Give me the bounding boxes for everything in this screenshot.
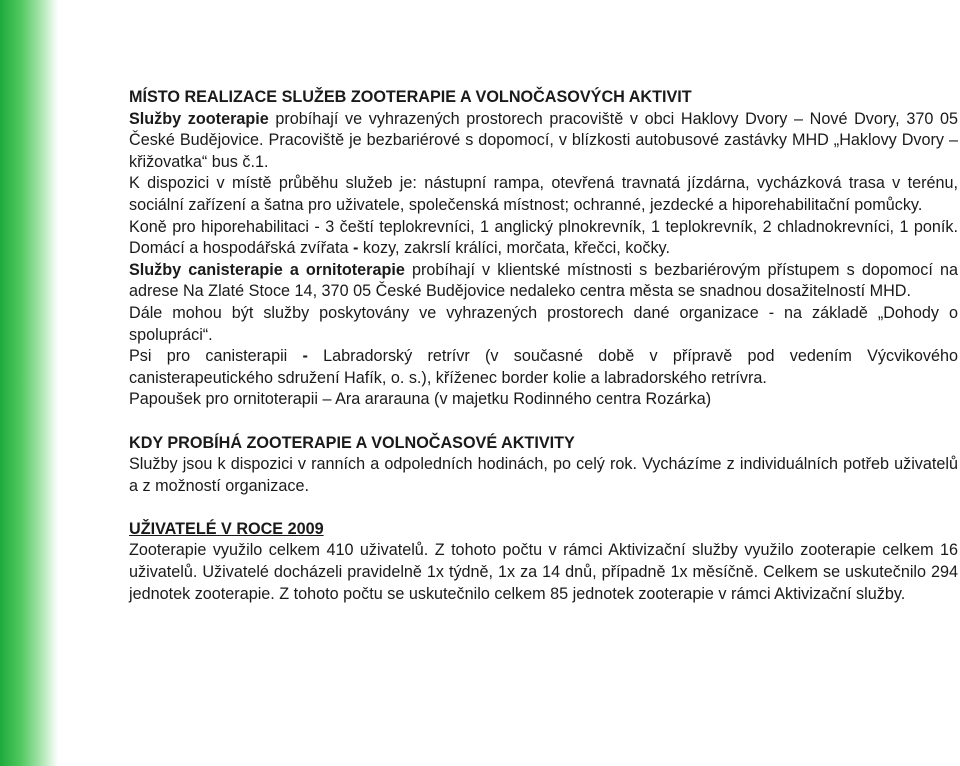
- paragraph-text: Koně pro hiporehabilitaci - 3 čeští teplokrevníci, 1 anglický plnokrevník, 1 teplokrevník, 2 chladnokrevníci, 1 poník. Domácí a hospodářská zvířata: [129, 217, 958, 258]
- paragraph-users-stats: Zooterapie využilo celkem 410 uživatelů. Z tohoto počtu v rámci Aktivizační služby využilo zooterapie celkem 16 uživatelů. Uživatelé docházeli pravidelně 1x týdně, 1x za 14 dnů, případně 1x měsíčně. Celkem se uskutečnilo 294 jednotek zooterapie. Z tohoto počtu se uskutečnilo celkem 85 jednotek zooterapie v rámci Aktivizační služby.: [129, 541, 958, 603]
- paragraph-schedule: Služby jsou k dispozici v ranních a odpoledních hodinách, po celý rok. Vycházíme z individuálních potřeb uživatelů a z možností organizace.: [129, 455, 958, 495]
- paragraph-parrot: Papoušek pro ornitoterapii – Ara ararauna (v majetku Rodinného centra Rozárka): [129, 390, 712, 409]
- section-heading-users: UŽIVATELÉ V ROCE 2009: [129, 519, 324, 538]
- section-heading-schedule: KDY PROBÍHÁ ZOOTERAPIE A VOLNOČASOVÉ AKTIVITY: [129, 433, 575, 452]
- document-body: [129, 87, 958, 605]
- section-schedule: [129, 433, 958, 498]
- paragraph-zootherapy-location: [129, 109, 958, 174]
- paragraph-text: probíhají ve vyhrazených prostorech pracoviště v obci Haklovy Dvory – Nové Dvory, 370 05 České Budějovice. Pracoviště je bezbariérové s dopomocí, v blízkosti autobusové zastávky MHD „Haklovy Dvory – křižovatka“ bus č.1.: [129, 109, 958, 171]
- dash: -: [302, 347, 308, 366]
- decorative-green-gradient-bar: [0, 0, 58, 766]
- paragraph-lead: Služby canisterapie a ornitoterapie: [129, 260, 405, 279]
- paragraph-dogs: [129, 346, 958, 389]
- paragraph-text: Psi pro canisterapii: [129, 347, 303, 366]
- section-location: [129, 87, 958, 411]
- section-heading-location: MÍSTO REALIZACE SLUŽEB ZOOTERAPIE A VOLNOČASOVÝCH AKTIVIT: [129, 88, 692, 106]
- dash: -: [353, 239, 359, 258]
- paragraph-lead: Služby zooterapie: [129, 109, 269, 128]
- paragraph-other-premises: Dále mohou být služby poskytovány ve vyhrazených prostorech dané organizace - na základě „Dohody o spolupráci“.: [129, 303, 958, 344]
- paragraph-animals: [129, 217, 958, 260]
- paragraph-canistherapy-location: [129, 260, 958, 303]
- paragraph-text: Labradorský retrívr (v současné době v přípravě pod vedením Výcvikového canisterapeutického sdružení Hafík, o. s.), kříženec border kolie a labradorského retrívra.: [129, 347, 958, 387]
- section-users-2009: [129, 519, 958, 605]
- paragraph-facilities: K dispozici v místě průběhu služeb je: nástupní rampa, otevřená travnatá jízdárna, vycházková trasa v terénu, sociální zařízení a šatna pro uživatele, společenská místnost; ochranné, jezdecké a hiporehabilitační pomůcky.: [129, 174, 958, 214]
- paragraph-text: kozy, zakrslí králíci, morčata, křečci, kočky.: [358, 239, 670, 258]
- paragraph-text: probíhají v klientské místnosti s bezbariérovým přístupem s dopomocí na adrese Na Zlaté Stoce 14, 370 05 České Budějovice nedaleko centra města se snadnou dosažitelností MHD.: [129, 260, 958, 301]
